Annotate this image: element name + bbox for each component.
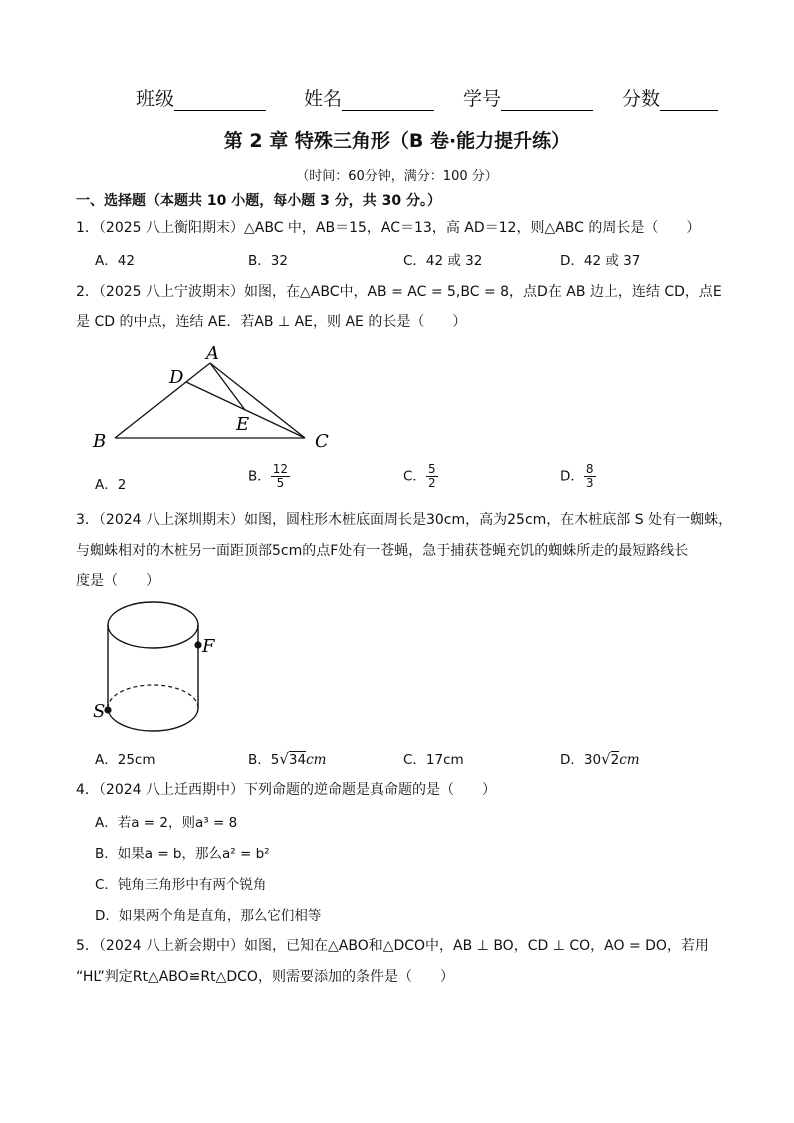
denominator: 2 (427, 476, 436, 490)
q4-option-c[interactable]: C．钝角三角形中有两个锐角 (95, 877, 267, 893)
q1-option-d[interactable]: D．42 或 37 (560, 253, 641, 269)
name-field (304, 84, 434, 111)
fraction (271, 463, 290, 490)
sqrt-icon: √ (601, 750, 611, 768)
q4-option-d[interactable]: D．如果两个角是直角，那么它们相等 (95, 908, 322, 924)
label-f: F (202, 636, 215, 657)
triangle-figure (85, 340, 345, 455)
label-c: C (315, 431, 329, 452)
label-e: E (236, 414, 250, 435)
label-b: B (93, 431, 107, 452)
point-f (194, 641, 201, 648)
label-a: A (206, 343, 219, 364)
denominator: 5 (276, 476, 285, 490)
q3-option-c[interactable]: C．17cm (403, 752, 464, 768)
cylinder-bottom-front (108, 708, 198, 731)
id-field (463, 84, 593, 111)
q3-option-b-prefix: B．5 (248, 752, 280, 768)
point-s (104, 706, 111, 713)
q2-option-c[interactable] (403, 463, 438, 490)
q1-option-a[interactable]: A．42 (95, 253, 135, 269)
q2-option-c-prefix: C． (403, 468, 426, 485)
radicand: 2 (610, 752, 620, 768)
sqrt-icon: √ (279, 750, 289, 768)
class-field (136, 84, 266, 111)
q3-option-d-prefix: D．30 (560, 752, 602, 768)
unit: cm (619, 752, 640, 768)
section-heading: 一、选择题（本题共 10 小题，每小题 3 分，共 30 分。） (76, 193, 441, 209)
q2-option-b[interactable] (248, 463, 290, 490)
q1-option-b[interactable]: B．32 (248, 253, 288, 269)
score-label: 分数 (622, 88, 661, 110)
q3-option-d[interactable] (560, 748, 640, 768)
score-blank[interactable] (660, 90, 718, 111)
numerator: 12 (272, 462, 289, 476)
cylinder-figure (88, 598, 228, 738)
name-label: 姓名 (304, 88, 343, 110)
class-label: 班级 (136, 88, 175, 110)
cylinder-top (108, 602, 198, 648)
label-s: S (93, 701, 106, 722)
unit: cm (306, 752, 327, 768)
page-title: 第 2 章 特殊三角形（B 卷·能力提升练） (223, 130, 571, 152)
question-5-line-2: “HL”判定Rt△ABO≌Rt△DCO，则需要添加的条件是（ ） (76, 969, 454, 985)
cylinder-bottom-back (108, 685, 198, 708)
question-4-text: 4．（2024 八上迁西期中）下列命题的逆命题是真命题的是（ ） (76, 782, 496, 798)
class-blank[interactable] (174, 90, 266, 111)
q1-option-c[interactable]: C．42 或 32 (403, 253, 483, 269)
q2-option-b-prefix: B． (248, 468, 271, 485)
id-blank[interactable] (501, 90, 593, 111)
q2-option-a[interactable]: A．2 (95, 477, 127, 493)
q3-option-b[interactable] (248, 748, 326, 768)
id-label: 学号 (463, 88, 502, 110)
fraction (426, 463, 438, 490)
question-3-line-2: 与蜘蛛相对的木桩另一面距顶部5cm的点F处有一苍蝇，急于捕获苍蝇充饥的蜘蛛所走的最短路线长 (76, 543, 689, 559)
score-field (622, 84, 718, 111)
q2-option-d-prefix: D． (560, 468, 584, 485)
name-blank[interactable] (342, 90, 434, 111)
question-2-line-2: 是 CD 的中点，连结 AE．若AB ⊥ AE，则 AE 的长是（ ） (76, 314, 467, 330)
segment-ba (115, 363, 210, 438)
page-subtitle: （时间：60分钟，满分：100 分） (296, 169, 498, 184)
numerator: 8 (585, 462, 594, 476)
question-1-text: 1．（2025 八上衡阳期末）△ABC 中，AB＝15，AC＝13，高 AD＝12，则△ABC 的周长是（ ） (76, 220, 701, 236)
question-3-line-1: 3．（2024 八上深圳期末）如图，圆柱形木桩底面周长是30cm，高为25cm，在木桩底部 S 处有一蜘蛛， (76, 512, 733, 528)
radicand: 34 (288, 752, 307, 768)
numerator: 5 (427, 462, 436, 476)
q3-option-a[interactable]: A．25cm (95, 752, 156, 768)
q4-option-a[interactable]: A．若a = 2，则a³ = 8 (95, 815, 238, 831)
question-3-line-3: 度是（ ） (76, 573, 160, 589)
fraction (584, 463, 596, 490)
question-5-line-1: 5．（2024 八上新会期中）如图，已知在△ABO和△DCO中，AB ⊥ BO，CD ⊥ CO，AO = DO，若用 (76, 938, 709, 954)
label-d: D (169, 367, 184, 388)
q2-option-d[interactable] (560, 463, 596, 490)
denominator: 3 (585, 476, 594, 490)
q4-option-b[interactable]: B．如果a = b，那么a² = b² (95, 846, 270, 862)
question-2-line-1: 2．（2025 八上宁波期末）如图，在△ABC中，AB = AC = 5,BC = 8，点D在 AB 边上，连结 CD，点E (76, 284, 722, 300)
